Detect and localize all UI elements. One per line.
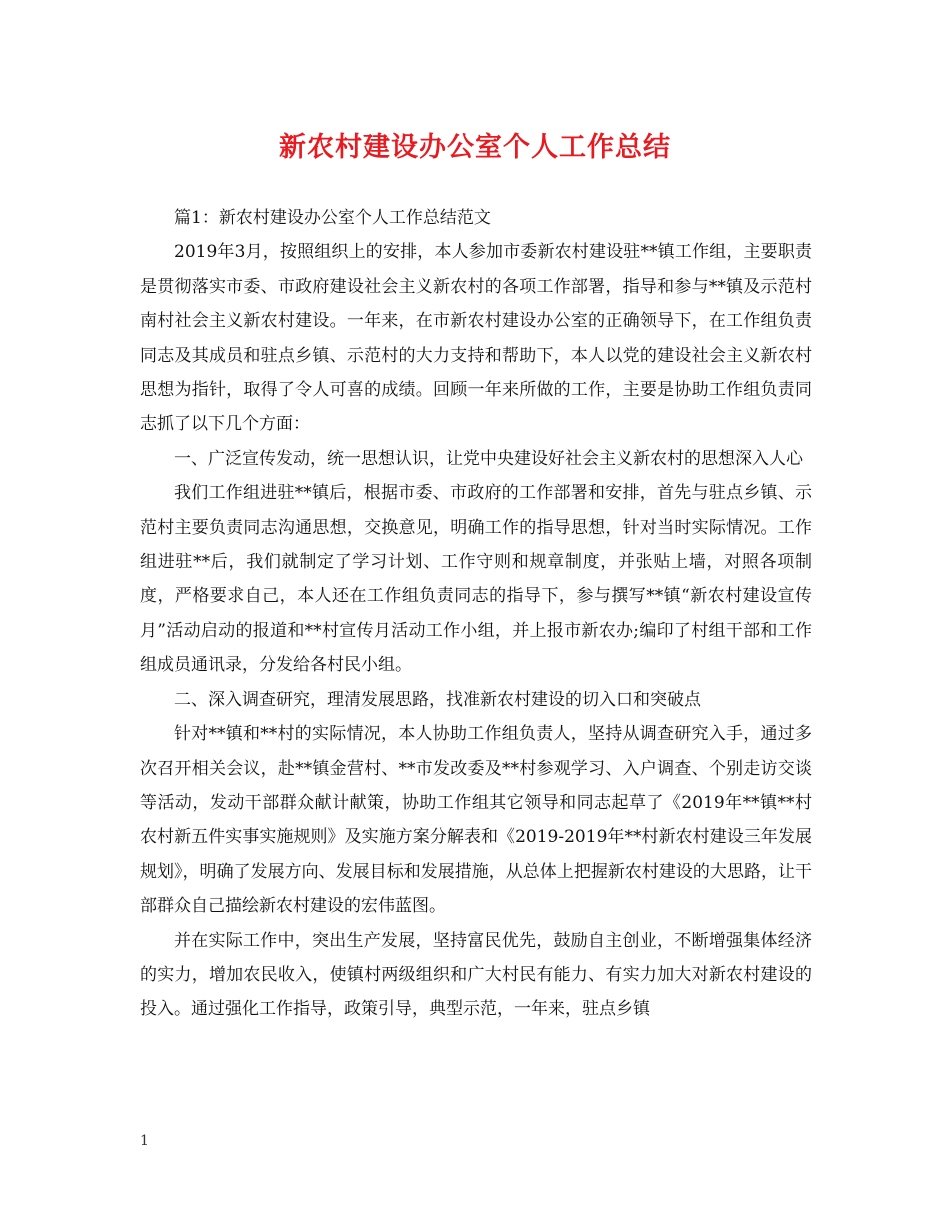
paragraph: 针对**镇和**村的实际情况，本人协助工作组负责人，坚持从调查研究入手，通过多次召开相关会议，赴**镇金营村、**市发改委及**村参观学习、入户调查、个别走访交谈等活动，发动干部群众献计献策，协助工作组其它领导和同志起草了《2019年**镇**村农村新五件实事实施规则》及实施方案分解表和《2019-2019年**村新农村建设三年发展规划》，明确了发展方向、发展目标和发展措施，从总体上把握新农村建设的大思路，让干部群众自己描绘新农村建设的宏伟蓝图。: [140, 724, 812, 917]
paragraph: 2019年3月，按照组织上的安排，本人参加市委新农村建设驻**镇工作组，主要职责是贯彻落实市委、市政府建设社会主义新农村的各项工作部署，指导和参与**镇及示范村南村社会主义新农村建设。一年来，在市新农村建设办公室的正确领导下，在工作组负责同志及其成员和驻点乡镇、示范村的大力支持和帮助下，本人以党的建设社会主义新农村思想为指针，取得了令人可喜的成绩。回顾一年来所做的工作，主要是协助工作组负责同志抓了以下几个方面：: [140, 242, 812, 435]
document-body: [140, 201, 812, 1027]
paragraph: 我们工作组进驻**镇后，根据市委、市政府的工作部署和安排，首先与驻点乡镇、示范村主要负责同志沟通思想，交换意见，明确工作的指导思想，针对当时实际情况。工作组进驻**后，我们就制定了学习计划、工作守则和规章制度，并张贴上墙，对照各项制度，严格要求自己，本人还在工作组负责同志的指导下，参与撰写**镇“新农村建设宣传月”活动启动的报道和**村宣传月活动工作小组，并上报市新农办;编印了村组干部和工作组成员通讯录，分发给各村民小组。: [140, 483, 812, 676]
document-title: 新农村建设办公室个人工作总结: [279, 132, 671, 163]
page-number: 1: [140, 1133, 149, 1149]
section-heading: 二、深入调查研究，理清发展思路，找准新农村建设的切入口和突破点: [174, 689, 701, 710]
section-heading: 一、广泛宣传发动，统一思想认识，让党中央建设好社会主义新农村的思想深入人心: [174, 448, 803, 469]
paragraph-heading: 篇1：新农村建设办公室个人工作总结范文: [174, 208, 491, 228]
paragraph: 并在实际工作中，突出生产发展，坚持富民优先，鼓励自主创业，不断增强集体经济的实力，增加农民收入，使镇村两级组织和广大村民有能力、有实力加大对新农村建设的投入。通过强化工作指导，政策引导，典型示范，一年来，驻点乡镇: [140, 930, 812, 1020]
